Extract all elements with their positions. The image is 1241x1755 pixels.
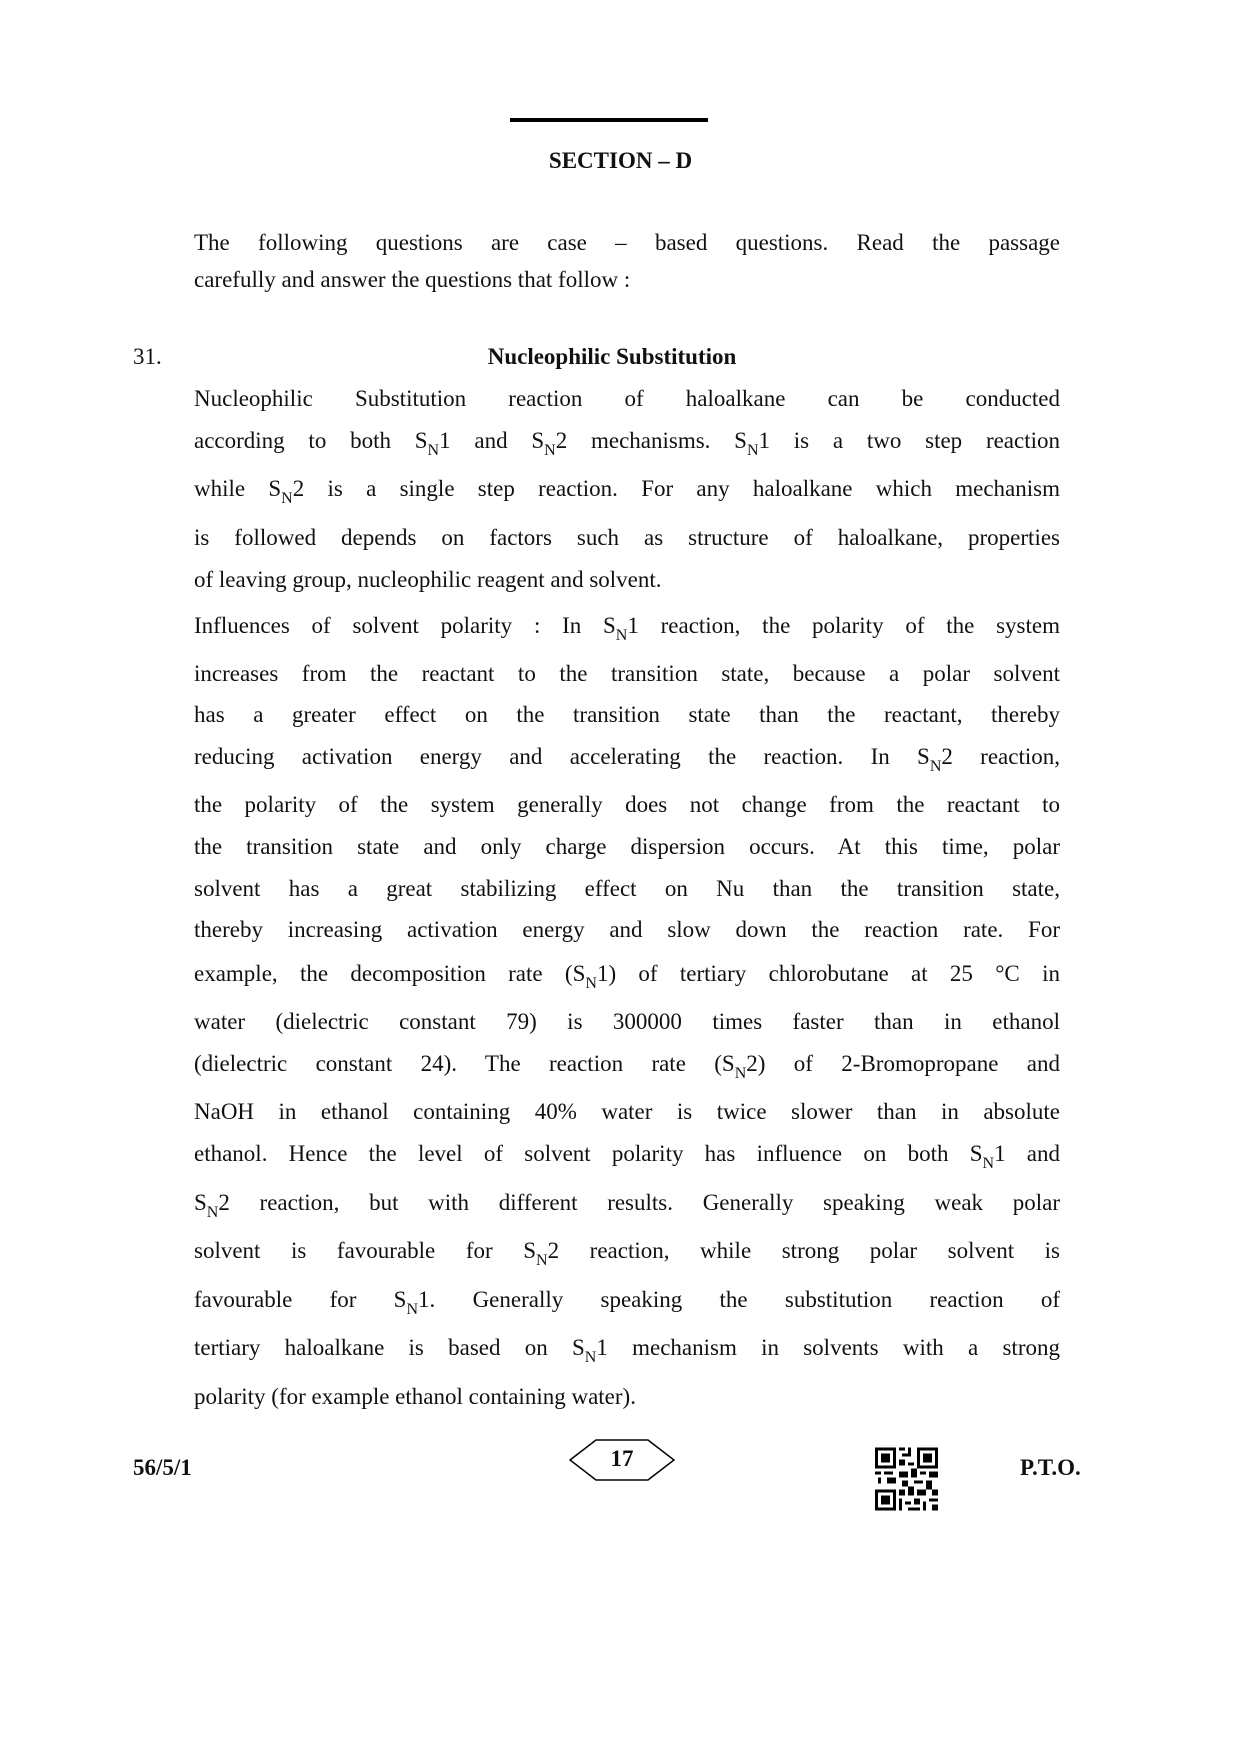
passage-line: $S_N2$ reaction, but with different results. Generally speaking weak polar <box>194 1190 1060 1221</box>
section-title: SECTION – D <box>548 148 693 173</box>
passage-line: water (dielectric constant 79) is 300000 times faster than in ethanol <box>194 1009 1060 1034</box>
question-title: Nucleophilic Substitution <box>487 344 737 369</box>
passage-line: thereby increasing activation energy and slow down the reaction rate. For <box>194 917 1060 942</box>
passage-line: the transition state and only charge dispersion occurs. At this time, polar <box>194 834 1060 859</box>
passage-line: NaOH in ethanol containing 40% water is twice slower than in absolute <box>194 1099 1060 1124</box>
passage-line: of leaving group, nucleophilic reagent and solvent. <box>194 567 662 592</box>
passage-line: (dielectric constant 24). The reaction rate $(S_N2)$ of 2-Bromopropane and <box>194 1051 1060 1082</box>
passage-line: reducing activation energy and accelerating the reaction. In $S_N2$ reaction, <box>194 744 1060 775</box>
passage-line: solvent has a great stabilizing effect on Nu than the transition state, <box>194 876 1060 901</box>
passage-line: the polarity of the system generally does not change from the reactant to <box>194 792 1060 817</box>
page-number-badge <box>569 1439 675 1481</box>
passage-line: solvent is favourable for $S_N2$ reaction, while strong polar solvent is <box>194 1238 1060 1269</box>
intro-line: carefully and answer the questions that follow : <box>194 267 631 292</box>
page-number: 17 <box>610 1446 634 1471</box>
passage-line: is followed depends on factors such as structure of haloalkane, properties <box>194 525 1060 550</box>
passage-line: tertiary haloalkane is based on $S_N1$ mechanism in solvents with a strong <box>194 1335 1060 1366</box>
please-turn-over: P.T.O. <box>1020 1455 1081 1480</box>
passage-line: ethanol. Hence the level of solvent polarity has influence on both $S_N1$ and <box>194 1141 1060 1172</box>
section-divider-rule <box>510 118 708 122</box>
intro-line: The following questions are case – based questions. Read the passage <box>194 230 1060 255</box>
passage-line: Nucleophilic Substitution reaction of haloalkane can be conducted <box>194 386 1060 411</box>
question-number: 31. <box>133 344 162 369</box>
passage-line: increases from the reactant to the transition state, because a polar solvent <box>194 661 1060 686</box>
passage-line: according to both $S_N1$ and $S_N2$ mechanisms. $S_N1$ is a two step reaction <box>194 428 1061 459</box>
passage-line: while $S_N2$ is a single step reaction. For any haloalkane which mechanism <box>194 476 1061 507</box>
qr-code-icon <box>875 1447 938 1511</box>
passage-line: Influences of solvent polarity : In $S_N1$ reaction, the polarity of the system <box>194 613 1060 644</box>
passage-line: has a greater effect on the transition state than the reactant, thereby <box>194 702 1060 727</box>
passage-line: favourable for $S_N1$. Generally speaking the substitution reaction of <box>194 1287 1060 1318</box>
paper-code: 56/5/1 <box>133 1455 192 1480</box>
passage-line: example, the decomposition rate $(S_N1)$ of tertiary chlorobutane at 25 °C in <box>194 961 1060 992</box>
passage-line: polarity (for example ethanol containing water). <box>194 1384 636 1409</box>
